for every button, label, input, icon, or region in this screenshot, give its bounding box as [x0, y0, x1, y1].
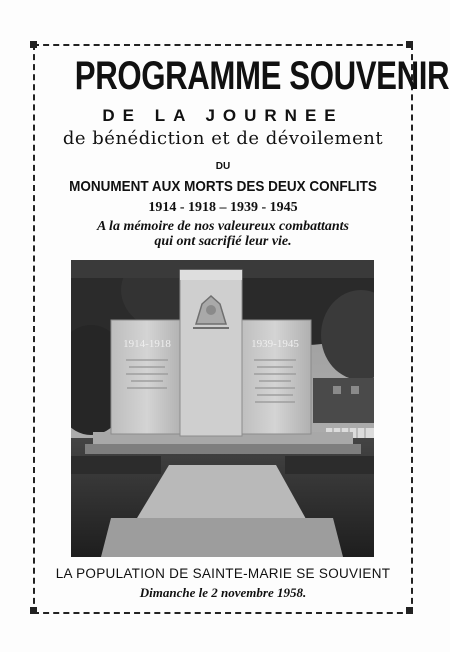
war-dates: 1914 - 1918 – 1939 - 1945	[148, 200, 298, 215]
border-corner	[406, 607, 413, 614]
monument-photo-illustration	[71, 260, 374, 557]
border-corner	[30, 41, 37, 48]
subtitle-du: DU	[215, 161, 231, 172]
subtitle-monument: MONUMENT AUX MORTS DES DEUX CONFLITS	[69, 178, 377, 195]
plaque-left-date: 1914-1918	[123, 338, 171, 350]
plaque-right-date: 1939-1945	[251, 338, 299, 350]
footer-population: LA POPULATION DE SAINTE-MARIE SE SOUVIENT	[55, 566, 391, 581]
border-corner	[406, 41, 413, 48]
footer-date: Dimanche le 2 novembre 1958.	[139, 585, 307, 600]
dedication-line-1: A la mémoire de nos valeureux combattants	[96, 219, 349, 234]
page-title: PROGRAMME SOUVENIR	[74, 54, 450, 98]
subtitle-journee: DE LA JOURNEE	[102, 106, 344, 125]
border-corner	[30, 607, 37, 614]
dedication-line-2: qui ont sacrifié leur vie.	[154, 234, 292, 249]
dedication	[33, 219, 413, 249]
subtitle-benediction: de bénédiction et de dévoilement	[62, 128, 384, 149]
monument-photo	[71, 260, 374, 557]
